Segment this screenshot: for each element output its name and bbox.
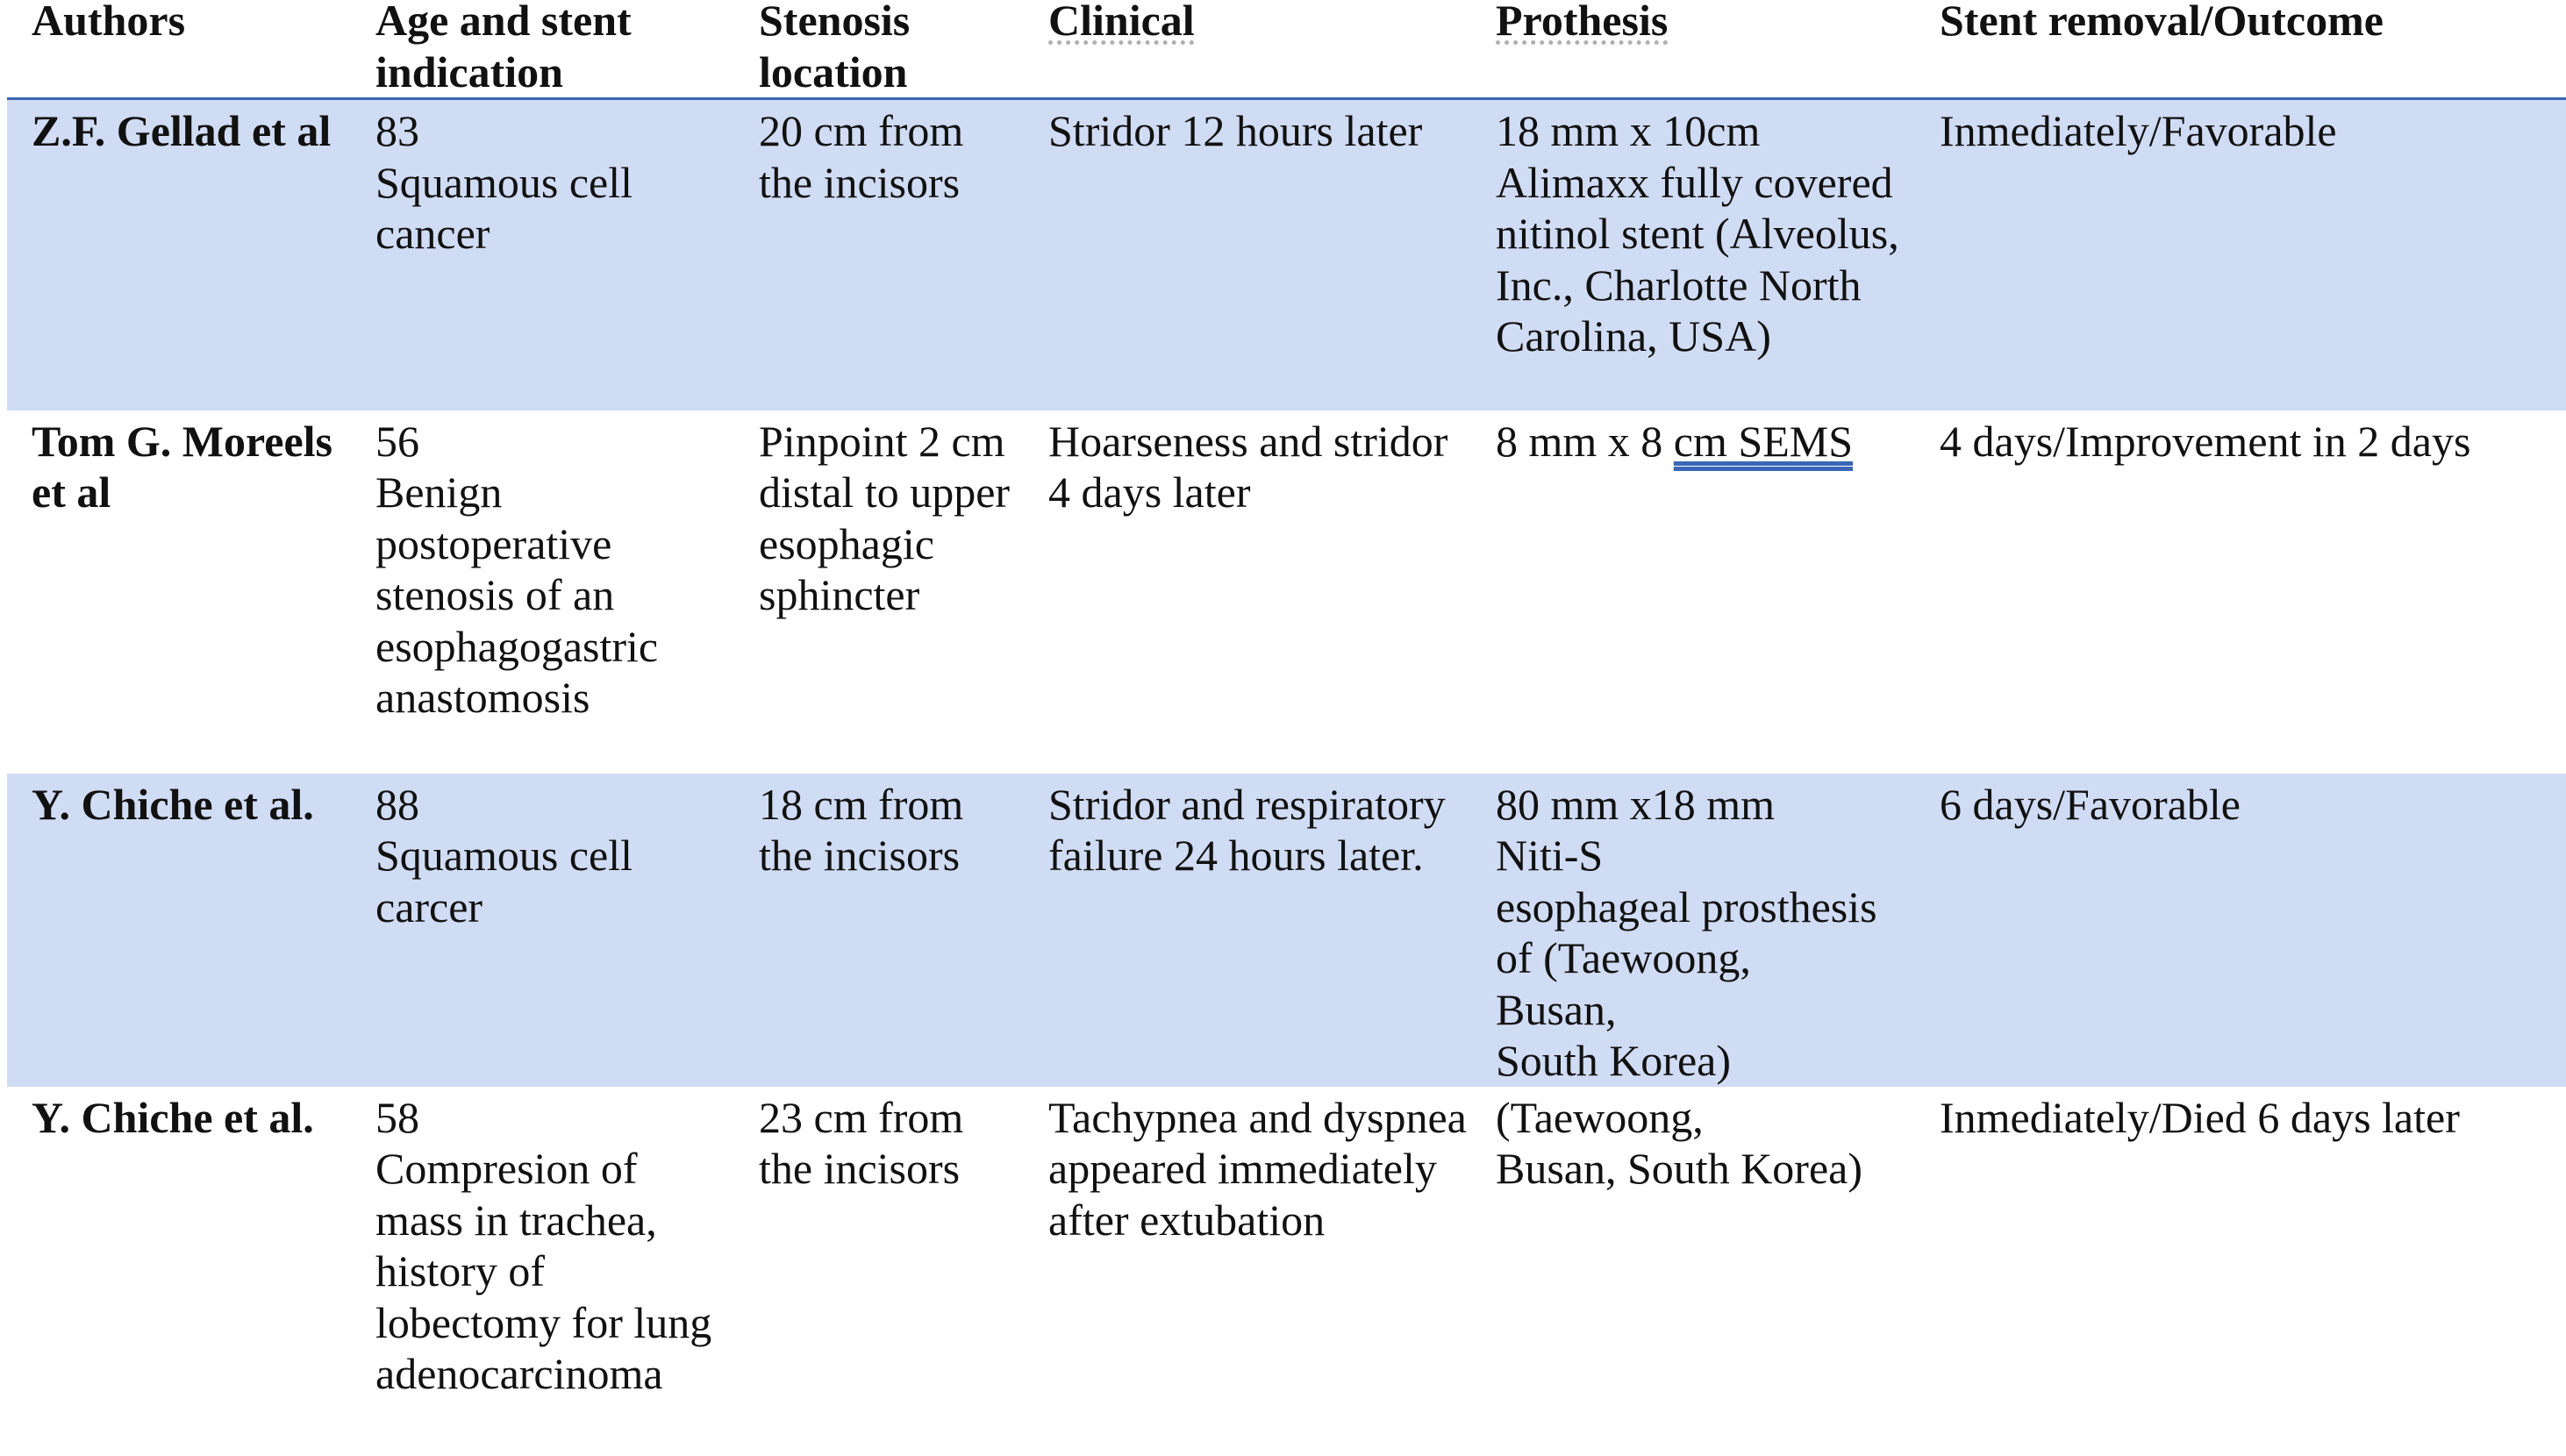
cell-outcome: Inmediately/Died 6 days later <box>1940 1092 2460 1142</box>
cell-outcome: 6 days/Favorable <box>1915 774 2566 1087</box>
table-row <box>7 1087 2566 1456</box>
header-outcome: Stent removal/Outcome <box>1915 0 2566 99</box>
cell-clinical: Stridor and respiratory failure 24 hours later. <box>1024 774 1471 1087</box>
cell-prosthesis: 18 mm x 10cm Alimaxx fully covered nitinol stent (Alveolus, Inc., Charlotte North Carolina, USA) <box>1471 99 1915 410</box>
cell-stenosis-location: 20 cm from the incisors <box>734 99 1024 410</box>
header-age-indication: Age and stent indication <box>351 0 734 99</box>
cell-prosthesis: 80 mm x18 mm Niti-S esophageal prosthesis of (Taewoong, Busan, South Korea) <box>1471 774 1915 1087</box>
table-row <box>7 410 2566 774</box>
cell-clinical: Stridor 12 hours later <box>1024 99 1471 410</box>
header-stenosis-location: Stenosis location <box>734 0 1024 99</box>
cell-age-indication: 88 Squamous cell carcer <box>351 774 734 1087</box>
cell-authors: Y. Chiche et al. <box>7 774 351 1087</box>
cell-outcome: 4 days/Improvement in 2 days <box>1940 416 2471 466</box>
cell-prosthesis: (Taewoong, Busan, South Korea) <box>1496 1092 1862 1193</box>
header-prosthesis: Prothesis <box>1471 0 1915 99</box>
header-authors: Authors <box>7 0 351 99</box>
prosthesis-sems-text: cm SEMS <box>1673 416 1853 466</box>
cell-stenosis-location: Pinpoint 2 cm distal to upper esophagic sphincter <box>759 416 1011 619</box>
prosthesis-size-text: 8 mm x 8 <box>1496 416 1674 466</box>
cell-prosthesis <box>1471 410 1915 774</box>
cell-clinical: Hoarseness and stridor 4 days later <box>1048 416 1448 517</box>
cell-authors: Tom G. Moreels et al <box>32 416 333 517</box>
table-row <box>7 99 2566 410</box>
cell-authors: Z.F. Gellad et al <box>7 99 351 410</box>
cell-age-indication: 56 Benign postoperative stenosis of an esophagogastric anastomosis <box>375 416 659 722</box>
cell-age-indication: 58 Compresion of mass in trachea, history of lobectomy for lung adenocarcinoma <box>375 1092 712 1398</box>
cell-stenosis-location: 18 cm from the incisors <box>734 774 1024 1087</box>
cell-clinical: Tachypnea and dyspnea appeared immediately after extubation <box>1048 1092 1467 1245</box>
cell-outcome: Inmediately/Favorable <box>1915 99 2566 410</box>
cell-age-indication: 83 Squamous cell cancer <box>351 99 734 410</box>
cell-authors: Y. Chiche et al. <box>32 1092 314 1142</box>
stent-cases-table <box>7 0 2566 1456</box>
header-row <box>7 0 2566 99</box>
cell-stenosis-location: 23 cm from the incisors <box>759 1092 964 1193</box>
table-row <box>7 774 2566 1087</box>
header-clinical: Clinical <box>1024 0 1471 99</box>
